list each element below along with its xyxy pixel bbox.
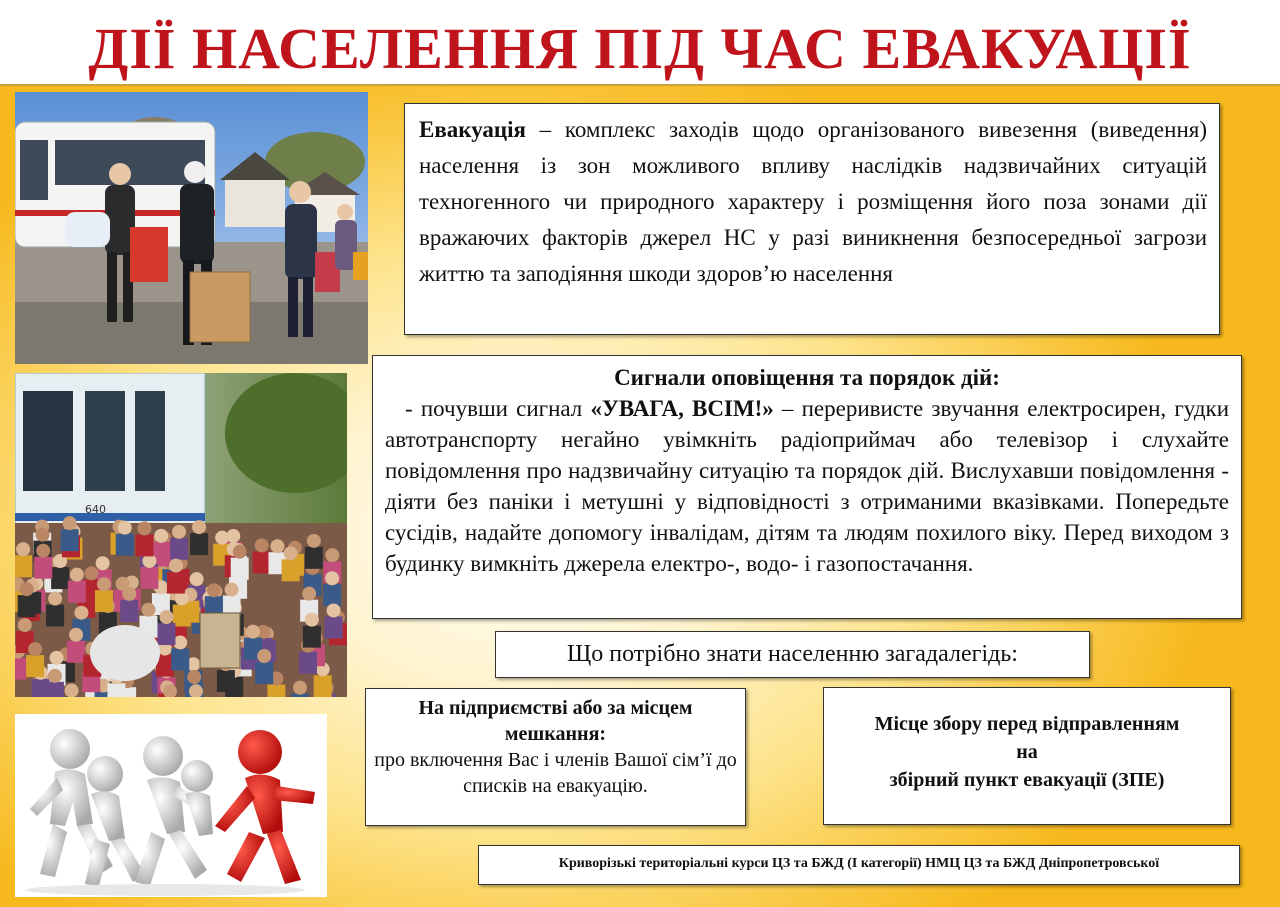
know-in-advance-box xyxy=(495,631,1090,678)
workplace-text: про включення Вас і членів Вашої сім’ї до списків на евакуацію. xyxy=(372,747,739,799)
definition-text: – комплекс заходів щодо організованого вивезення (виведення) населення із зон можливого впливу наслідків надзвичайних ситуацій техногенного чи природного характеру і розміщення його поза зонами дії вражаючих факторів джерел НС у разі виникнення безпосередньої загрози життю та заподіяння шкоди здоров’ю населення xyxy=(419,117,1207,286)
workplace-heading: На підприємстві або за місцем мешкання: xyxy=(372,695,739,747)
evacuation-definition xyxy=(419,112,1207,292)
signals-text-block xyxy=(385,393,1229,579)
signals-heading: Сигнали оповіщення та порядок дій: xyxy=(385,362,1229,393)
signals-box xyxy=(372,355,1242,619)
signals-intro: - почувши сигнал xyxy=(405,396,590,421)
footer-credit: Криворізькі територіальні курси ЦЗ та БЖД (І категорії) НМЦ ЦЗ та БЖД Дніпропетровської xyxy=(559,856,1159,871)
definition-term: Евакуація xyxy=(419,117,526,142)
assembly-line-3: збірний пункт евакуації (ЗПЕ) xyxy=(830,766,1224,794)
assembly-line-2: на xyxy=(830,738,1224,766)
signals-text: – переривисте звучання електросирен, гудки автотранспорту негайно увімкніть радіоприймач або телевізор і слухайте повідомлення про надзвичайну ситуацію та порядок дій. Вислухавши повідомлення - діяти без паніки і метушні у відповідності з отриманими вказівками. Попередьте сусідів, надайте допомогу інвалідам, дітям та людям похилого віку. Перед виходом з будинку вимкніть джерела електро-, водо- і газопостачання. xyxy=(385,396,1229,576)
know-in-advance-heading: Що потрібно знати населенню загадалегідь: xyxy=(567,641,1018,667)
assembly-line-1: Місце збору перед відправленням xyxy=(830,710,1224,738)
evacuees-with-bags-photo xyxy=(15,92,368,364)
footer-credit-box xyxy=(478,845,1240,885)
crowd-near-bus-photo xyxy=(15,373,347,697)
evacuation-definition-box xyxy=(404,103,1220,335)
workplace-box xyxy=(365,688,746,826)
signal-name: «УВАГА, ВСІМ!» xyxy=(590,396,773,421)
page-title: ДІЇ НАСЕЛЕННЯ ПІД ЧАС ЕВАКУАЦІЇ xyxy=(0,14,1280,84)
bus-number: 640 xyxy=(85,503,106,516)
running-figures-illustration xyxy=(15,714,327,897)
assembly-point-box xyxy=(823,687,1231,825)
